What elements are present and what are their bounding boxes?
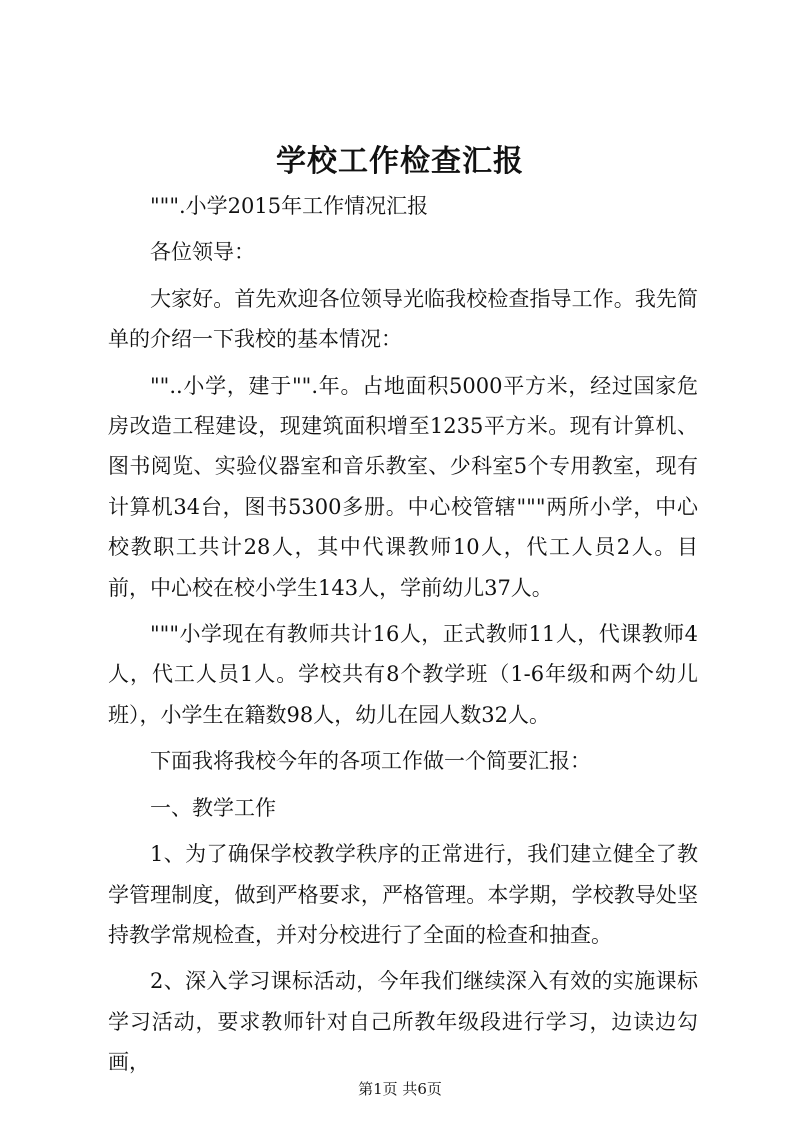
document-title: 学校工作检查汇报 [276,144,524,179]
section-heading-teaching: 一、教学工作 [150,795,276,820]
paragraph-school-overview: ""..小学，建于"".年。占地面积5000平方米，经过国家危房改造工程建设，现建筑面积增至1235平方米。现有计算机、图书阅览、实验仪器室和音乐教室、少科室5个专用教室，现有计算机34台，图书5300多册。中心校管辖"""两所小学，中心校教职工共计28人，其中代课教师10人，代工人员2人。目前，中心校在校小学生143人，学前幼儿37人。 [108,373,698,600]
paragraph-subtitle: """.小学2015年工作情况汇报 [150,194,429,218]
paragraph-item-1: 1、为了确保学校教学秩序的正常进行，我们建立健全了教学管理制度，做到严格要求，严格管理。本学期，学校教导处坚持教学常规检查，并对分校进行了全面的检查和抽查。 [108,842,698,947]
paragraph-primary-school-staff: """小学现在有教师共计16人，正式教师11人，代课教师4人，代工人员1人。学校共有8个教学班（1-6年级和两个幼儿班），小学生在籍数98人，幼儿在园人数32人。 [108,622,698,727]
paragraph-report-intro: 下面我将我校今年的各项工作做一个简要汇报： [150,749,591,774]
paragraph-item-2: 2、深入学习课标活动，今年我们继续深入有效的实施课标学习活动，要求教师针对自己所教年级段进行学习，边读边勾画， [108,969,698,1075]
paragraph-salutation: 各位领导： [150,240,255,265]
page-number-footer: 第1页 共6页 [358,1080,442,1098]
document-body [108,186,698,1089]
paragraph-greeting: 大家好。首先欢迎各位领导光临我校检查指导工作。我先简单的介绍一下我校的基本情况： [108,286,698,352]
